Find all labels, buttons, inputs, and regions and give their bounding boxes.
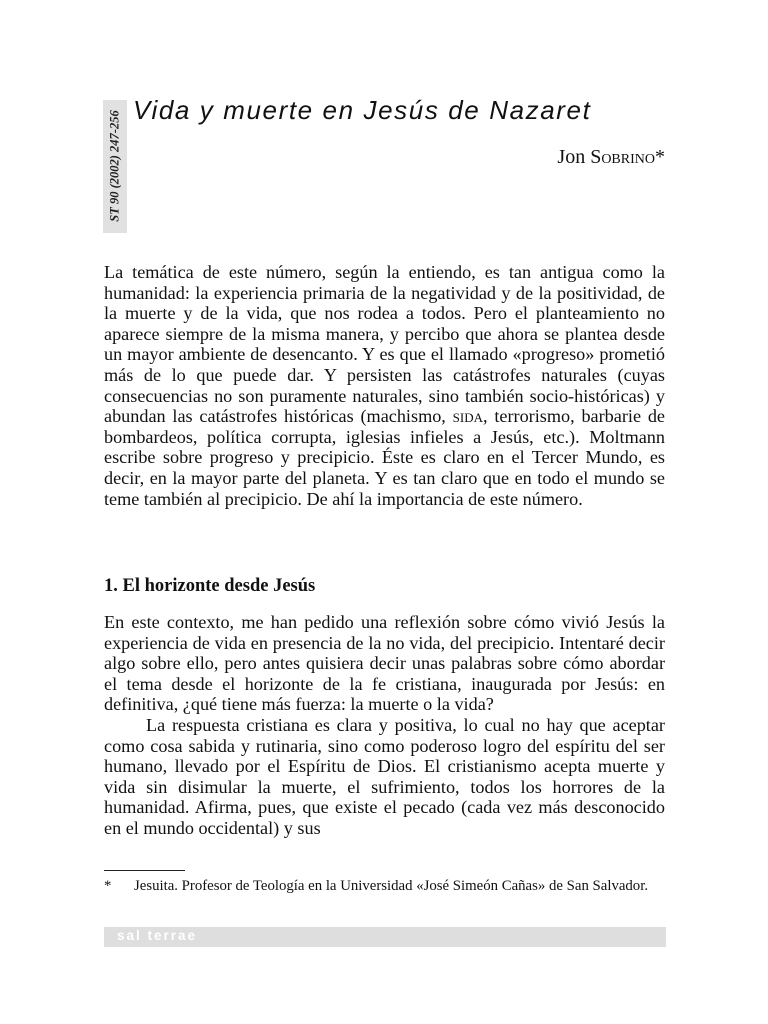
footnote-mark: * — [104, 878, 112, 894]
section-paragraph-2: La respuesta cristiana es clara y positiva, lo cual no hay que aceptar como cosa sabida y rutinaria, sino como poderoso logro del espíritu del ser humano, llevado por el Espíritu de Dios. El cristianismo acepta muerte y vida sin disimular la muerte, el sufrimiento, todos los horrores de la humanidad. Afirma, pues, que existe el pecado (cada vez más desconocido en el mundo occidental) y sus — [104, 714, 665, 838]
intro-paragraph — [104, 262, 665, 509]
publisher-footer-bar — [104, 927, 666, 947]
author-footnote-mark: * — [655, 146, 665, 168]
author-last-name: Sobrino — [590, 146, 655, 168]
section-body — [104, 612, 665, 839]
article-title: Vida y muerte en Jesús de Nazaret — [133, 95, 592, 125]
intro-acronym: sida — [452, 406, 483, 427]
author-first-name: Jon — [557, 146, 591, 168]
footnote-text: Jesuita. Profesor de Teología en la Universidad «José Simeón Cañas» de San Salvador. — [134, 878, 649, 894]
footnote-divider — [104, 870, 185, 871]
publisher-name: sal terrae — [117, 928, 198, 943]
section-paragraph-1: En este contexto, me han pedido una reflexión sobre cómo vivió Jesús la experiencia de vida en presencia de la no vida, del precipicio. Intentaré decir algo sobre ello, pero antes quisiera decir unas palabras sobre cómo abordar el tema desde el horizonte de la fe cristiana, inaugurada por Jesús: en definitiva, ¿qué tiene más fuerza: la muerte o la vida? — [104, 612, 665, 715]
intro-text-part1: La temática de este número, según la entiendo, es tan antigua como la humanidad: la experiencia primaria de la negatividad y de la positividad, de la muerte y de la vida, que nos rodea a todos. Pero el planteamiento no aparece siempre de la misma manera, y percibo que ahora se plantea desde un mayor ambiente de desencanto. Y es que el llamado «progreso» prometió más de lo que puede dar. Y persisten las catástrofes naturales (cuyas consecuencias no son puramente naturales, sino también socio-históricas) y abundan las catástrofes históricas (machismo, — [104, 262, 665, 427]
footnote — [104, 878, 665, 896]
intro-text-part2: , terrorismo, barbarie de bombardeos, política corrupta, iglesias infieles a Jesús, etc.). Moltmann escribe sobre progreso y precipicio. Éste es claro en el Tercer Mundo, es decir, en la mayor parte del planeta. Y es tan claro que en todo el mundo se teme también al precipicio. De ahí la importancia de este número. — [104, 406, 665, 509]
section-heading: 1. El horizonte desde Jesús — [104, 576, 316, 596]
author-byline — [557, 146, 665, 169]
journal-reference: ST 90 (2002) 247-256 — [107, 110, 122, 222]
journal-reference-tab — [103, 100, 127, 233]
